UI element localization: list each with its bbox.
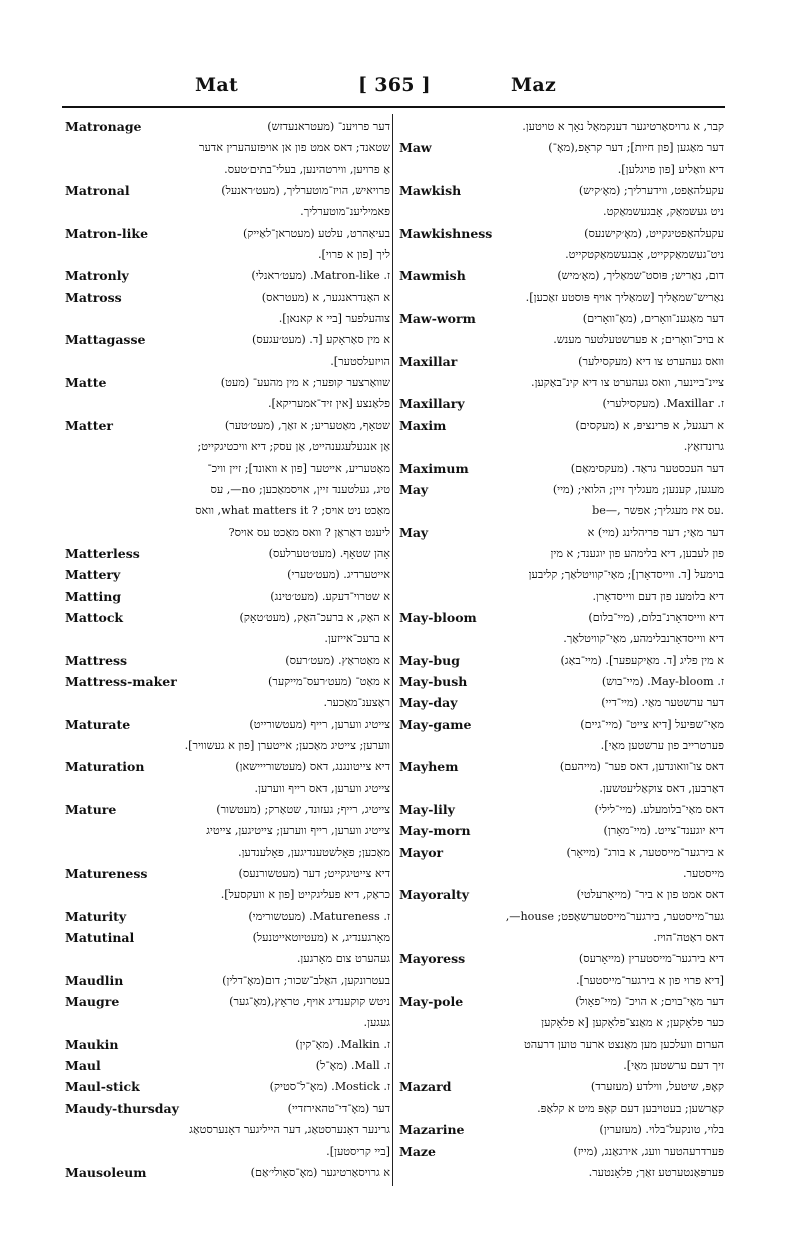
- headword: Mawkish: [399, 183, 462, 199]
- dictionary-line: [398, 479, 724, 500]
- definition-text: דיא בלומענ פון דעם ווייסדאָרן.: [592, 589, 724, 603]
- definition-text: זיך דעם ערשטען מאַי].: [623, 1059, 724, 1073]
- definition-text: ז. May-bloom. (מיי־בוש): [601, 674, 724, 688]
- dictionary-line: [64, 479, 390, 500]
- definition-text: דער פרויענ־ (מעטראנעדזש): [267, 120, 390, 133]
- definition-text: דאס ראַטה־הויז.: [653, 931, 724, 945]
- headword: May-bloom: [399, 609, 477, 625]
- definition-text: דיא צייטונגנג, דאס (מעטשורייישאן): [235, 760, 390, 774]
- headword: Matutinal: [65, 930, 135, 946]
- dictionary-line: [398, 991, 724, 1012]
- dictionary-line: [398, 714, 724, 735]
- headword: Maxillary: [399, 396, 465, 412]
- definition-text: אייטערדיג. (מעט׳טערי): [287, 568, 390, 582]
- dictionary-line: [64, 329, 390, 350]
- definition-text: צייטיג ווערען, רייף (מעטשורייט): [249, 717, 390, 731]
- dictionary-line: [64, 372, 390, 393]
- definition-text: [ביי קריסטען].: [326, 1144, 390, 1158]
- headword: May-lily: [399, 802, 455, 817]
- definition-text: מאַכען; פאָלשטענדיגען, פאָלענדען.: [238, 845, 390, 859]
- dictionary-line: [64, 1098, 390, 1119]
- column-divider: [392, 114, 393, 1186]
- definition-text: קבר, א גרויסאַרטיגער דענקמאַל נאָך א טויטען.: [522, 120, 724, 133]
- definition-text: דער מאַי; דער פריהלינג (מיי) א: [587, 525, 724, 539]
- dictionary-line: [64, 991, 390, 1012]
- headword: Matronage: [65, 119, 142, 134]
- definition-text: מייסטער.: [682, 867, 724, 881]
- definition-text: ז. Matron-like. (מעט׳ראנלי): [251, 269, 390, 283]
- dictionary-line: [398, 671, 724, 692]
- dictionary-line: [398, 522, 724, 543]
- definition-text: א רעגעל, א פּרינציפּ, א (מעקסים): [575, 418, 724, 432]
- headword: Matting: [65, 588, 122, 604]
- definition-text: אַן אנגעלעגענהייט, אַן עסק; דיא וויכטיגקייט;: [197, 440, 390, 454]
- dictionary-line: [398, 415, 724, 436]
- definition-text: גער־מייסטער, בירגער־מייסטערשאַפט; house—,: [505, 909, 724, 923]
- definition-text: ניט־געשמאַקקייט, אָבגעשמאַקטקייט.: [565, 248, 724, 262]
- definition-text: קאָפּ, שיטעל, ווילדע (מעזערד): [590, 1080, 724, 1094]
- dictionary-line: [64, 1012, 390, 1033]
- definition-text: בעטרונקען, האַלב־שכור; דום(מאָ־דלין): [222, 973, 390, 987]
- dictionary-line: [64, 735, 390, 756]
- dictionary-line: [398, 906, 724, 927]
- headword: Maturation: [65, 759, 145, 775]
- definition-text: דיא ווייסדאָרנ־בלום, (מיי־בלום): [588, 610, 724, 624]
- dictionary-line: [64, 244, 390, 265]
- headword: Mayhem: [399, 759, 459, 775]
- dictionary-line: [398, 842, 724, 863]
- definition-text: א מאַט־ (מעט׳רעס־מייקער): [267, 674, 390, 688]
- dictionary-line: [398, 799, 724, 820]
- definition-text: דיא ווייסדאָרנבלימהע, מאַי־קוויטלאַך.: [563, 632, 724, 646]
- dictionary-line: [398, 970, 724, 991]
- dictionary-line: [398, 884, 724, 905]
- headword: Mazard: [399, 1079, 452, 1095]
- dictionary-line: [398, 692, 724, 713]
- headword: Matron-like: [65, 225, 149, 241]
- definition-text: וואס געהערט צו דיא (מעקסילער): [578, 354, 724, 368]
- headword: Mattagasse: [65, 332, 146, 348]
- definition-text: ציינ־ביינער, וואס געהערט צו דיא קינ־באַקען.: [531, 376, 724, 390]
- dictionary-line: [64, 1162, 390, 1183]
- definition-text: פלאַנצע [אין זיד־אמעריקא].: [267, 397, 390, 411]
- dictionary-line: [398, 1119, 724, 1140]
- headword: Mazarine: [399, 1122, 465, 1138]
- definition-text: מאָרגענדיג, א (מעטיוטאייטנעל): [252, 931, 390, 945]
- definition-text: ז. Mall. (מאָ־ל): [315, 1059, 390, 1073]
- definition-text: דום, נאַריש; פּוסט־שמאַליך, (מאָ׳מיש): [557, 269, 724, 283]
- dictionary-line: [398, 1162, 724, 1183]
- dictionary-line: [398, 1034, 724, 1055]
- dictionary-line: [398, 500, 724, 521]
- dictionary-line: [64, 820, 390, 841]
- dictionary-line: [398, 778, 724, 799]
- dictionary-line: [64, 1119, 390, 1140]
- definition-text: ז. Matureness. (מעטשורימי): [248, 909, 390, 923]
- headword: Matross: [65, 289, 122, 305]
- headword: Mature: [65, 802, 117, 817]
- dictionary-line: [64, 1034, 390, 1055]
- headword: Maul-stick: [65, 1079, 140, 1095]
- headword: May-day: [399, 695, 458, 711]
- dictionary-line: [64, 180, 390, 201]
- dictionary-line: [64, 863, 390, 884]
- dictionary-line: [398, 180, 724, 201]
- dictionary-line: [64, 287, 390, 308]
- definition-text: דער העכסטער גראַד. (מעקסימאַם): [570, 461, 724, 475]
- headword: Maudy-thursday: [65, 1100, 179, 1116]
- dictionary-line: [398, 329, 724, 350]
- dictionary-line: [64, 393, 390, 414]
- definition-text: דאס מאַי־בלומעלע. (מיי־לילי): [594, 803, 724, 816]
- definition-text: דיא יוגענד־צייט. (מיי־מאָרן): [603, 824, 724, 838]
- running-header-left: Mat: [195, 74, 239, 96]
- headword: May-pole: [399, 994, 464, 1010]
- dictionary-line: [64, 628, 390, 649]
- dictionary-line: [398, 201, 724, 222]
- definition-text: א גרויסאַרטיגער (מאָ־סאָולי׳אַם): [250, 1165, 390, 1179]
- headword: Matter: [65, 417, 114, 433]
- definition-text: פרויאיש, הויז־מוטערליך, (מעט׳ראנעל): [221, 184, 390, 198]
- dictionary-line: [64, 436, 390, 457]
- definition-text: א מין סאַראָקע [ד. (מעט׳עגעס): [251, 333, 390, 347]
- definition-text: גרונדזאַץ.: [683, 440, 724, 454]
- definition-text: פערפּאַנטערטע זאַך; פלאָנטער.: [588, 1165, 724, 1179]
- definition-text: בוימעל [ד. ווייסדאָרן]; מאַי־קוויטלאַך; קליבען: [528, 568, 724, 582]
- dictionary-line: [64, 415, 390, 436]
- definition-text: א בירגער־מייסטער, א בורג־ (מייאָר): [566, 845, 724, 859]
- definition-text: דער מאַי־בוים; א הויכ־ (מיי־פאָול): [575, 995, 724, 1009]
- dictionary-line: [64, 543, 390, 564]
- definition-text: צייטיג, רייף; געזונד, שטאַרק; (מעטשור): [216, 803, 390, 816]
- definition-text: ליך [פון א פרוי].: [317, 248, 390, 262]
- headword: Mattery: [65, 567, 121, 583]
- dictionary-line: [64, 906, 390, 927]
- headword: Mayoress: [399, 951, 466, 967]
- headword: Maxim: [399, 417, 447, 433]
- definition-text: דיא בירגער־מייסטערין (מייאָרעס): [578, 952, 724, 966]
- dictionary-line: [64, 714, 390, 735]
- dictionary-line: [398, 159, 724, 180]
- definition-text: אַ פרויען, ווירטהינען, בעלי־בתים׳טעס.: [224, 162, 390, 176]
- dictionary-line: [398, 863, 724, 884]
- headword: Mattress-maker: [65, 673, 177, 689]
- headword: Matronal: [65, 183, 130, 199]
- headword: May-bug: [399, 652, 460, 668]
- dictionary-line: [64, 201, 390, 222]
- dictionary-line: [398, 628, 724, 649]
- dictionary-line: [398, 607, 724, 628]
- headword: Matureness: [65, 866, 148, 882]
- definition-text: א שטרוי־דעקע. (מעט׳טינג): [270, 589, 390, 603]
- definition-text: ליעגט דאַראַן ? וואס מאַכט עס אויס?: [228, 525, 390, 539]
- definition-text: ניט געשמאַק, אָבגעשמאַקט.: [603, 205, 724, 219]
- definition-text: א בויכ־וואָרים; א פערשטעלטער מענש.: [553, 333, 724, 347]
- dictionary-line: [64, 351, 390, 372]
- running-header-right: Maz: [511, 74, 557, 96]
- definition-text: ז. Mostick. (מאָ־ל־סטיק): [269, 1080, 390, 1094]
- dictionary-line: [398, 927, 724, 948]
- headword: May: [399, 481, 429, 497]
- definition-text: גרינער דאָנערסטאַג, דער הייליגער דאָנערסטאַג: [189, 1123, 390, 1137]
- definition-text: צייטיג ווערען, דאס רייף ווערען.: [254, 781, 390, 795]
- definition-text: מאַטעריע, אייטער [פון א וואונד]; זיין וויכ־: [207, 461, 390, 475]
- definition-text: ניטש קוקענדיג אויף, טראָץ,(מאָ־גער): [229, 995, 390, 1009]
- headword: Mattress: [65, 652, 128, 668]
- headword: Mawkishness: [399, 225, 493, 241]
- definition-text: שטאנד; דאס אמט פון אן אויפזעהערין אדער: [198, 141, 390, 155]
- dictionary-line: [64, 756, 390, 777]
- headword: Maul: [65, 1058, 101, 1074]
- headword: Maze: [399, 1143, 436, 1159]
- headword: Maukin: [65, 1036, 119, 1052]
- definition-text: דאַרבען, דאס צוקאַליעטשען.: [599, 781, 724, 795]
- dictionary-line: [398, 1076, 724, 1097]
- definition-text: מעגען, קענען; מעגליך זיין; הלואי; (מיי): [552, 482, 724, 496]
- definition-text: דער (מאָ־די־טהאירזדיי): [287, 1101, 390, 1115]
- definition-text: בעיאַהרט, עלטע (מעטראן־לאַייק): [243, 226, 390, 240]
- definition-text: פערדרעהטער וועג, אירגאַנג, (מייז): [573, 1144, 724, 1158]
- dictionary-line: [64, 137, 390, 158]
- definition-text: ראַצענ־מאַכער.: [323, 696, 390, 710]
- definition-text: שטאָף, מאַטעריע; א זאַך, (מעט׳טער): [224, 418, 390, 432]
- header-rule: [62, 106, 725, 108]
- left-column: [64, 116, 390, 1183]
- dictionary-line: [64, 1141, 390, 1162]
- definition-text: דאס צו־וואונדען, דאס פער־ (מייהעם): [559, 760, 724, 774]
- definition-text: הערום וועלכען מען מאַנצט ארער טוען דרעהט: [523, 1037, 724, 1051]
- headword: Mayoralty: [399, 887, 470, 903]
- dictionary-line: [398, 1141, 724, 1162]
- headword: Maximum: [399, 460, 469, 476]
- dictionary-line: [398, 223, 724, 244]
- definition-text: דיא וואַליע [פון פויגלען].: [617, 162, 724, 176]
- definition-text: be—, עס איז מעגליך; אפשר.: [592, 504, 724, 518]
- definition-text: צוהעלפער [ביי א קאנאן].: [278, 312, 390, 326]
- headword: Matte: [65, 375, 107, 391]
- dictionary-line: [64, 692, 390, 713]
- definition-text: פערטרייב פון ערשטען מאַי].: [600, 738, 724, 752]
- definition-text: ווערען; צייטיג מאַכען; אייטערן [פון א געשוויר].: [184, 738, 390, 752]
- definition-text: עקעלהאַפטיגקייט, (מאָ׳קישנעס): [584, 226, 724, 240]
- dictionary-line: [64, 223, 390, 244]
- dictionary-line: [64, 265, 390, 286]
- dictionary-line: [398, 650, 724, 671]
- dictionary-line: [64, 842, 390, 863]
- definition-text: נאַריש־שמאַליך [שמאַליך אויף פּוסטע זאַכען].: [525, 290, 724, 304]
- dictionary-line: [398, 948, 724, 969]
- headword: May-bush: [399, 673, 468, 689]
- definition-text: א מאַטראַץ. (מעט׳רעס): [285, 653, 390, 667]
- dictionary-line: [398, 735, 724, 756]
- definition-text: ז. Malkin. (מאָ־קין): [295, 1037, 390, 1051]
- definition-text: קאַרשען; בעטויבען דעם קאָפּ מיט א קלאַפּ.: [537, 1101, 724, 1115]
- dictionary-line: [398, 137, 724, 158]
- dictionary-line: [398, 244, 724, 265]
- definition-text: אָהן שטאָף. (מעט׳טערלעס): [268, 546, 390, 560]
- dictionary-line: [64, 458, 390, 479]
- definition-text: א מין פליג [ד. מאַיקעפער]. (מיי־באַג): [560, 653, 724, 667]
- headword: May: [399, 524, 429, 540]
- definition-text: כער פלאָקען; א מאַנצ־פלאָקען [א פלאָקען: [541, 1016, 724, 1030]
- dictionary-line: [398, 586, 724, 607]
- definition-text: [דיא פרוי פון א בירגער־מייסטער].: [575, 973, 724, 987]
- headword: Maturate: [65, 716, 131, 732]
- definition-text: פאמיליענ־מוטערליך.: [300, 205, 390, 219]
- definition-text: עקעלהאַפט, ווידערליך; (מאָ׳קיש): [578, 184, 724, 198]
- dictionary-line: [398, 1012, 724, 1033]
- definition-text: געגען.: [363, 1016, 390, 1030]
- headword: Maw: [399, 140, 432, 156]
- definition-text: געהערט צום מאָרגען.: [296, 952, 390, 966]
- headword: May-morn: [399, 823, 471, 839]
- headword: Matronly: [65, 268, 129, 284]
- dictionary-line: [398, 458, 724, 479]
- dictionary-line: [64, 948, 390, 969]
- definition-text: דער מאַגענ־וואָרים, (מאָ־וואָרים): [582, 312, 724, 326]
- dictionary-line: [398, 372, 724, 393]
- dictionary-line: [64, 799, 390, 820]
- dictionary-line: [64, 500, 390, 521]
- dictionary-line: [64, 970, 390, 991]
- headword: Maudlin: [65, 972, 124, 988]
- definition-text: פון לעבען, דיא בלימהע פון יוגענד; א מין: [550, 546, 724, 560]
- dictionary-line: [398, 820, 724, 841]
- dictionary-line: [64, 308, 390, 329]
- dictionary-line: [398, 564, 724, 585]
- definition-text: ז. Maxillar. (מעקסילערי): [602, 397, 724, 411]
- definition-text: שוואַרצער קופער; א מין מהעע־ (מעט): [220, 376, 390, 390]
- dictionary-line: [398, 756, 724, 777]
- definition-text: בלוי, טונקעל־בלוי. (מעזערין): [599, 1123, 724, 1137]
- dictionary-line: [64, 586, 390, 607]
- headword: Maxillar: [399, 353, 458, 369]
- headword: Matterless: [65, 545, 140, 561]
- headword: Maugre: [65, 994, 120, 1010]
- definition-text: צייטיג ווערען, רייף ווערען; צייטיגען, צייטיג: [206, 824, 390, 838]
- headword: Mausoleum: [65, 1164, 147, 1180]
- dictionary-line: [64, 1076, 390, 1097]
- dictionary-line: [64, 607, 390, 628]
- definition-text: הויזעלסטער].: [330, 354, 390, 368]
- dictionary-line: [64, 1055, 390, 1076]
- dictionary-line: [398, 308, 724, 329]
- dictionary-line: [64, 159, 390, 180]
- definition-text: כראַק, דיא פעליגקייט [פון א וועקסעל].: [220, 888, 390, 902]
- dictionary-line: [398, 393, 724, 414]
- dictionary-line: [64, 116, 390, 137]
- dictionary-line: [398, 265, 724, 286]
- dictionary-line: [398, 116, 724, 137]
- dictionary-line: [398, 1055, 724, 1076]
- dictionary-line: [398, 287, 724, 308]
- headword: Maw-worm: [399, 311, 476, 327]
- dictionary-line: [64, 884, 390, 905]
- definition-text: מאַכט ניט אויס; ? what matters it, וואס: [195, 504, 390, 518]
- headword: Mattock: [65, 609, 124, 625]
- page-number: [ 365 ]: [358, 74, 431, 96]
- right-column: [398, 116, 724, 1183]
- definition-text: דאס אמט פון א ביר־ (מייאָרעלטי): [576, 888, 724, 902]
- definition-text: מאַי־שפּיעל [דיא צייט־ (מיי־גיים): [580, 717, 724, 731]
- dictionary-line: [398, 543, 724, 564]
- definition-text: דיא צייטיגקייט; דער (מעטשורנעס): [238, 867, 390, 881]
- headword: Maturity: [65, 908, 127, 924]
- dictionary-line: [64, 564, 390, 585]
- definition-text: א האַנדראנגער, א (מעטראס): [261, 290, 390, 304]
- dictionary-line: [398, 436, 724, 457]
- definition-text: א ברעכ־אייזען.: [324, 632, 390, 646]
- dictionary-line: [64, 927, 390, 948]
- dictionary-line: [64, 522, 390, 543]
- definition-text: א האַק, א ברעכ־האַק, (מעט׳טאָק): [239, 610, 390, 624]
- dictionary-line: [64, 778, 390, 799]
- definition-text: טיג, געלטענד זיין, אויסמאַכען; no—, עס: [210, 482, 390, 496]
- headword: Mawmish: [399, 268, 466, 284]
- definition-text: דער מאַגען [פון חיות]; דער קראָפ,(מאָ־): [548, 141, 724, 155]
- dictionary-line: [398, 1098, 724, 1119]
- dictionary-line: [64, 650, 390, 671]
- headword: May-game: [399, 716, 472, 732]
- dictionary-line: [398, 351, 724, 372]
- dictionary-line: [64, 671, 390, 692]
- definition-text: דער ערשטער מאַי. (מיי־דיי): [601, 696, 724, 710]
- headword: Mayor: [399, 844, 444, 860]
